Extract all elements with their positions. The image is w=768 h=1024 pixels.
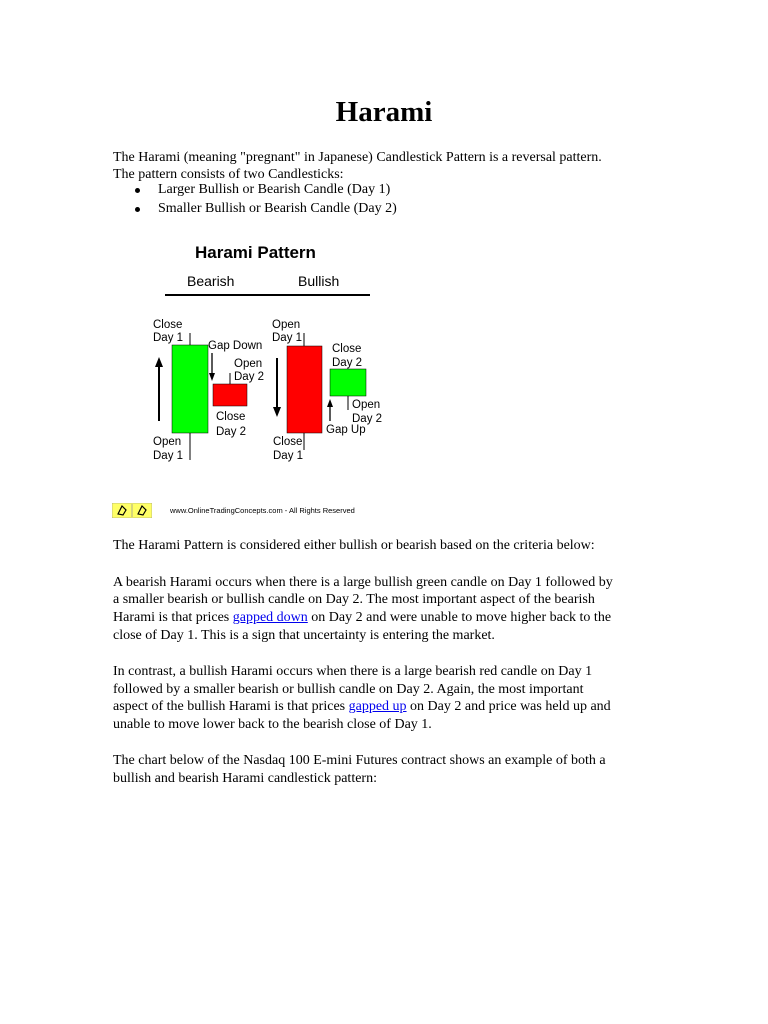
bullet-dot-icon: [135, 207, 140, 212]
gap-down-label: Gap Down: [208, 340, 263, 352]
bearish-para-line-2: a smaller bearish or bullish candle on Day 2. The most important aspect of the bearish: [113, 592, 595, 607]
bearish-close-label: Close: [153, 319, 183, 331]
criteria-paragraph: The Harami Pattern is considered either bullish or bearish based on the criteria below:: [113, 538, 595, 553]
bearish-close-day2-day-label: Day 2: [216, 426, 247, 438]
bullish-para-line-4: unable to move lower back to the bearish close of Day 1.: [113, 717, 432, 732]
bearish-para-line-1: A bearish Harami occurs when there is a large bullish green candle on Day 1 followed by: [113, 575, 613, 590]
bullish-column-label: Bullish: [298, 273, 340, 289]
copyright-credit: www.OnlineTradingConcepts.com - All Rights Reserved: [170, 506, 355, 515]
bullish-close-label: Close: [273, 436, 303, 448]
bullet-item: [113, 200, 397, 219]
bullish-para-line-1: In contrast, a bullish Harami occurs when there is a large bearish red candle on Day 1: [113, 664, 593, 679]
gapped-down-link[interactable]: gapped down: [232, 610, 308, 625]
bearish-para-line-3: [113, 609, 653, 626]
bullish-open-day2-day-label: Day 2: [352, 413, 383, 425]
bearish-column-label: Bearish: [187, 273, 235, 289]
bullish-open-day-label: Day 1: [272, 332, 303, 344]
gap-up-label: Gap Up: [326, 424, 366, 436]
bearish-open-day-label: Day 1: [153, 450, 184, 462]
bullish-para-line-3-pre: aspect of the bullish Harami is that prices: [113, 699, 349, 714]
bearish-open-day2-day-label: Day 2: [234, 371, 265, 383]
bearish-open-label: Open: [153, 436, 182, 448]
harami-diagram: [140, 235, 440, 525]
bullish-day1-candle: [287, 346, 322, 433]
bullish-open-day2-label: Open: [352, 399, 381, 411]
bullish-para-line-3-post: on Day 2 and price was held up and: [406, 699, 611, 714]
bullish-close-day2-day-label: Day 2: [332, 357, 363, 369]
down-arrowhead-icon: [273, 407, 281, 417]
bullet-dot-icon: [135, 188, 140, 193]
page-title: Harami: [335, 96, 433, 128]
bullish-day2-candle: [330, 369, 366, 396]
intro-line-1: The Harami (meaning "pregnant" in Japanese) Candlestick Pattern is a reversal pattern.: [113, 150, 602, 165]
bullet-text: Smaller Bullish or Bearish Candle (Day 2): [158, 200, 397, 216]
bearish-open-day2-label: Open: [234, 358, 263, 370]
bullet-item: [113, 181, 397, 200]
bullet-list: [113, 181, 397, 218]
intro-line-2: The pattern consists of two Candlesticks:: [113, 167, 344, 182]
bullish-open-label: Open: [272, 319, 301, 331]
figure-heading: Harami Pattern: [195, 243, 316, 262]
gap-up-arrowhead-icon: [327, 399, 333, 407]
bullet-text: Larger Bullish or Bearish Candle (Day 1): [158, 182, 391, 197]
bullish-close-day-label: Day 1: [273, 450, 304, 462]
online-trading-concepts-logo: [112, 503, 152, 518]
harami-pattern-figure: [140, 235, 440, 525]
bearish-para-line-3-post: on Day 2 and were unable to move higher back to the: [307, 610, 612, 625]
up-arrowhead-icon: [155, 357, 163, 367]
bullish-close-day2-label: Close: [332, 343, 362, 355]
bearish-para-line-3-pre: Harami is that prices: [113, 610, 233, 625]
bullish-para-line-2: followed by a smaller bearish or bullish candle on Day 2. Again, the most important: [113, 682, 584, 697]
chart-para-line-2: bullish and bearish Harami candlestick pattern:: [113, 771, 377, 786]
bullish-para-line-3: [113, 698, 653, 715]
bearish-close-day-label: Day 1: [153, 332, 184, 344]
bearish-para-line-4: close of Day 1. This is a sign that uncertainty is entering the market.: [113, 628, 495, 643]
gapped-up-link[interactable]: gapped up: [348, 699, 407, 714]
bearish-day1-candle: [172, 345, 208, 433]
bearish-close-day2-label: Close: [216, 411, 246, 423]
gap-down-arrowhead-icon: [209, 373, 215, 381]
chart-para-line-1: The chart below of the Nasdaq 100 E-mini Futures contract shows an example of both a: [113, 753, 606, 768]
bearish-day2-candle: [213, 384, 247, 406]
